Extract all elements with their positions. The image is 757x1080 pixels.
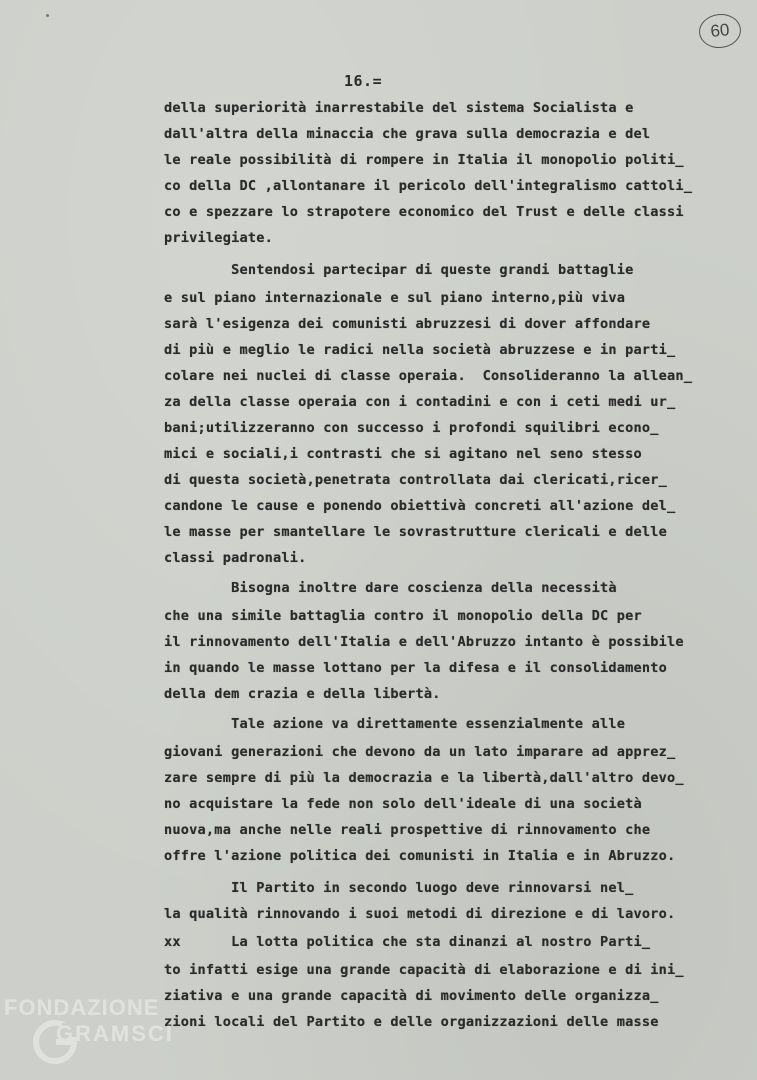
archive-page-mark: 60 <box>697 12 742 50</box>
text-line: bani;utilizzeranno con successo i profondi squilibri econo_ <box>164 420 659 436</box>
text-line: giovani generazioni che devono da un lato imparare ad apprez_ <box>164 744 676 760</box>
watermark-line2: GRAMSCI <box>56 1021 174 1046</box>
text-line: mici e sociali,i contrasti che si agitano nel seno stesso <box>164 446 642 462</box>
text-line: ziativa e una grande capacità di movimento delle organizza_ <box>164 988 659 1004</box>
text-line: il rinnovamento dell'Italia e dell'Abruzzo intanto è possibile <box>164 634 684 650</box>
text-line: Sentendosi partecipar di queste grandi battaglie <box>164 262 634 278</box>
text-line: Tale azione va direttamente essenzialmente alle <box>164 716 626 732</box>
text-line: xx La lotta politica che sta dinanzi al nostro Parti_ <box>164 934 651 950</box>
text-line: classi padronali. <box>164 550 307 566</box>
text-line: le masse per smantellare le sovrastrutture clericali e delle <box>164 524 668 540</box>
text-line: nuova,ma anche nelle reali prospettive di rinnovamento che <box>164 822 651 838</box>
text-line: di questa società,penetrata controllata dai clericati,ricer_ <box>164 472 668 488</box>
text-line: della superiorità inarrestabile del sistema Socialista e <box>164 100 634 116</box>
text-line: zioni locali del Partito e delle organizzazioni delle masse <box>164 1014 659 1030</box>
text-line: co e spezzare lo strapotere economico del Trust e delle classi <box>164 204 684 220</box>
text-line: zare sempre di più la democrazia e la libertà,dall'altro devo_ <box>164 770 684 786</box>
page-number: 16.= <box>344 72 383 90</box>
text-line: la qualità rinnovando i suoi metodi di direzione e di lavoro. <box>164 906 676 922</box>
text-line: le reale possibilità di rompere in Italia il monopolio politi_ <box>164 152 684 168</box>
text-line: che una simile battaglia contro il monopolio della DC per <box>164 608 642 624</box>
text-line: e sul piano internazionale e sul piano interno,più viva <box>164 290 626 306</box>
text-line: candone le cause e ponendo obiettivà concreti all'azione del_ <box>164 498 676 514</box>
text-line: offre l'azione politica dei comunisti in Italia e in Abruzzo. <box>164 848 676 864</box>
text-line: to infatti esige una grande capacità di elaborazione e di ini_ <box>164 962 684 978</box>
text-line: Bisogna inoltre dare coscienza della necessità <box>164 580 617 596</box>
text-line: privilegiate. <box>164 230 273 246</box>
text-line: di più e meglio le radici nella società abruzzese e in parti_ <box>164 342 676 358</box>
text-line: sarà l'esigenza dei comunisti abruzzesi di dover affondare <box>164 316 651 332</box>
text-line: della dem crazia e della libertà. <box>164 686 441 702</box>
text-line: dall'altra della minaccia che grava sulla democrazia e del <box>164 126 651 142</box>
text-line: za della classe operaia con i contadini e con i ceti medi ur_ <box>164 394 676 410</box>
watermark-logo <box>4 995 204 1075</box>
text-line: in quando le masse lottano per la difesa e il consolidamento <box>164 660 668 676</box>
ink-dot <box>46 14 49 17</box>
text-line: co della DC ,allontanare il pericolo dell'integralismo cattoli_ <box>164 178 693 194</box>
text-line: Il Partito in secondo luogo deve rinnovarsi nel_ <box>164 880 634 896</box>
watermark-line1: FONDAZIONE <box>4 995 160 1020</box>
text-line: colare nei nuclei di classe operaia. Consolideranno la allean_ <box>164 368 693 384</box>
text-line: no acquistare la fede non solo dell'ideale di una società <box>164 796 642 812</box>
